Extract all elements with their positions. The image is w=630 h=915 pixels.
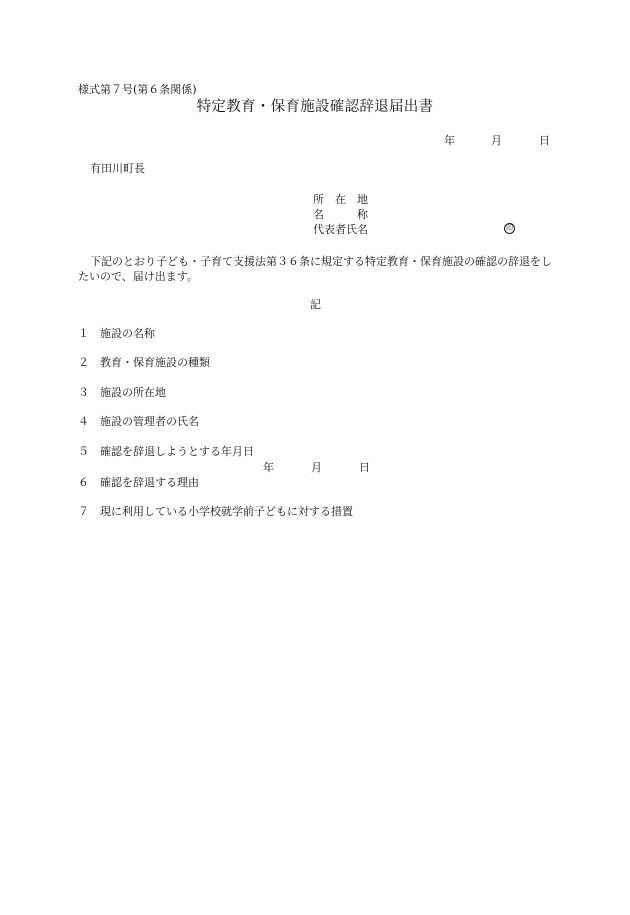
list-item — [78, 387, 166, 398]
name-label: 名 称 — [313, 208, 368, 221]
item-number: ５ — [78, 445, 89, 458]
item-number: ４ — [78, 415, 89, 428]
seal-mark: 印 — [506, 224, 513, 232]
item5-day-label: 日 — [359, 461, 370, 474]
date-year-label: 年 — [444, 134, 455, 147]
representative-label: 代表者氏名 — [313, 223, 368, 236]
item5-year-label: 年 — [263, 461, 274, 474]
item-label: 現に利用している小学校就学前子どもに対する措置 — [100, 505, 353, 518]
list-item — [78, 477, 199, 488]
form-number: 様式第７号(第６条関係) — [78, 83, 197, 96]
item-label: 施設の所在地 — [100, 386, 166, 399]
item-label: 施設の管理者の氏名 — [100, 415, 199, 428]
item-number: ６ — [78, 476, 89, 489]
item-label: 確認を辞退しようとする年月日 — [100, 445, 254, 458]
list-item — [78, 446, 254, 457]
item-number: ３ — [78, 386, 89, 399]
list-item — [78, 416, 199, 427]
list-item — [78, 506, 353, 517]
body-text: 下記のとおり子ども・子育て支援法第３６条に規定する特定教育・保育施設の確認の辞退をしたいので、届け出ます。 — [78, 255, 552, 283]
item-label: 教育・保育施設の種類 — [100, 356, 210, 369]
document-title: 特定教育・保育施設確認辞退届出書 — [196, 99, 434, 115]
date-month-label: 月 — [491, 134, 502, 147]
list-item — [78, 328, 155, 339]
address-label: 所 在 地 — [313, 193, 368, 206]
date-day-label: 日 — [539, 134, 550, 147]
item-number: ７ — [78, 505, 89, 518]
item-number: １ — [78, 327, 89, 340]
item-number: ２ — [78, 356, 89, 369]
list-item — [78, 357, 210, 368]
item-label: 施設の名称 — [100, 327, 155, 340]
item5-month-label: 月 — [311, 461, 322, 474]
addressee: 有田川町長 — [90, 162, 145, 175]
ki-heading: 記 — [310, 298, 321, 311]
item-label: 確認を辞退する理由 — [100, 476, 199, 489]
